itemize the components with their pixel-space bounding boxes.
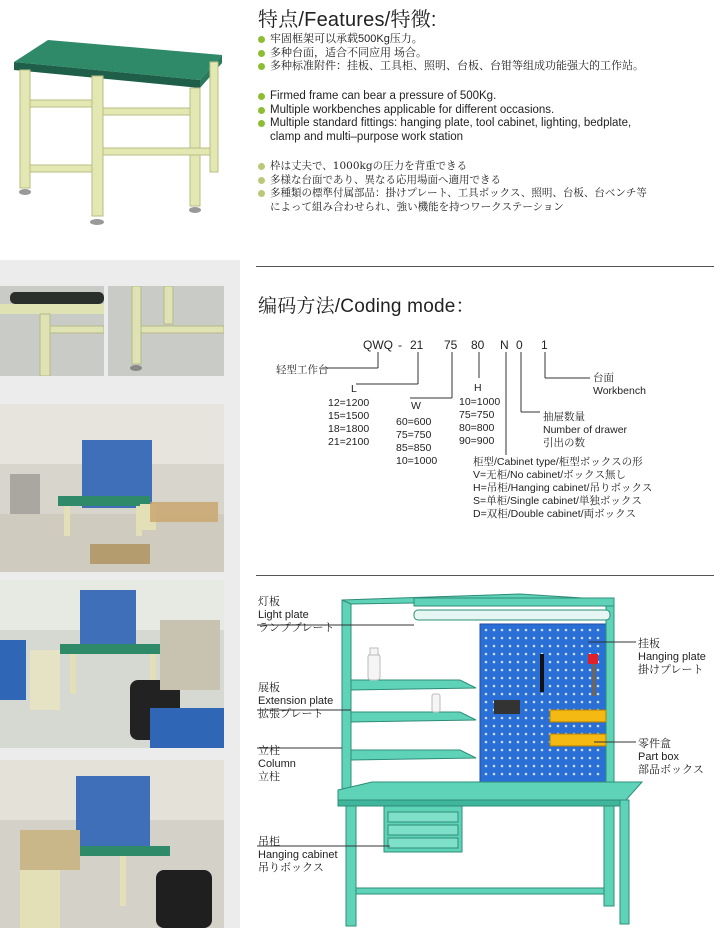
feature-en-line: clamp and multi–purpose work station bbox=[270, 130, 464, 143]
extension-plate-label bbox=[258, 682, 333, 721]
hanging-cabinet-jp: 吊りボックス bbox=[258, 862, 324, 874]
hanging-cabinet-en: Hanging cabinet bbox=[258, 849, 338, 861]
hanging-plate-label bbox=[638, 638, 706, 677]
cabinet-option: S=单柜/Single cabinet/単独ボックス bbox=[473, 495, 642, 507]
drawer-en: Number of drawer bbox=[543, 424, 628, 436]
length-value: 18=1800 bbox=[328, 423, 370, 435]
workbench-en: Workbench bbox=[593, 385, 646, 397]
hanging-plate-cn: 挂板 bbox=[638, 638, 660, 650]
part-box-jp: 部品ボックス bbox=[638, 764, 704, 776]
hanging-cabinet-label bbox=[258, 836, 338, 875]
feature-jp-item: 多様な台面であり、異なる応用場面へ適用できる bbox=[258, 174, 708, 188]
length-value: 15=1500 bbox=[328, 410, 370, 422]
hanging-plate-jp: 掛けプレート bbox=[638, 664, 704, 676]
features-title: 特点/Features/特徴: bbox=[258, 9, 437, 31]
column-label bbox=[258, 745, 296, 784]
feature-en-line: Multiple standard fittings: hanging plate, tool cabinet, lighting, bedplate, bbox=[270, 117, 632, 129]
height-value: 90=900 bbox=[459, 435, 495, 447]
height-value: 10=1000 bbox=[459, 396, 501, 408]
code-part-drawer: 0 bbox=[516, 338, 523, 352]
code-part-dash: - bbox=[398, 338, 402, 352]
width-value: 60=600 bbox=[396, 416, 432, 428]
hanging-cabinet-cn: 吊柜 bbox=[258, 836, 280, 848]
width-value: 85=850 bbox=[396, 442, 432, 454]
code-part-width: 75 bbox=[444, 338, 458, 352]
code-part-cabinet: N bbox=[500, 338, 509, 352]
length-head: L bbox=[351, 383, 357, 395]
hanging-plate-en: Hanging plate bbox=[638, 651, 706, 663]
feature-en-item: Multiple workbenches applicable for different occasions. bbox=[258, 104, 708, 118]
width-value: 75=750 bbox=[396, 429, 432, 441]
part-box-en: Part box bbox=[638, 751, 679, 763]
feature-cn-item: 多种台面，适合不同应用 场合。 bbox=[258, 47, 708, 61]
height-value: 75=750 bbox=[459, 409, 495, 421]
coding-title: 编码方法/Coding mode： bbox=[258, 296, 475, 317]
cabinet-head: 柜型/Cabinet type/柜型ボックスの形 bbox=[473, 456, 643, 468]
column-cn: 立柱 bbox=[258, 745, 280, 757]
light-plate-label bbox=[258, 596, 335, 635]
light-bench-label: 轻型工作台 bbox=[276, 364, 329, 376]
column-en: Column bbox=[258, 758, 296, 770]
length-value: 21=2100 bbox=[328, 436, 370, 448]
feature-cn-item: 多种标准附件：挂板、工具柜、照明、台板、台钳等组成功能强大的工作站。 bbox=[258, 60, 708, 74]
length-value: 12=1200 bbox=[328, 397, 370, 409]
height-value: 80=800 bbox=[459, 422, 495, 434]
drawer-cn: 抽屉数量 bbox=[543, 411, 585, 423]
feature-jp-line: 多種類の標準付属部品：掛けプレート、工具ボックス、照明、台板、台ベンチ等 bbox=[270, 187, 647, 199]
feature-en-item: Firmed frame can bear a pressure of 500Kg. bbox=[258, 90, 708, 104]
cabinet-option: H=吊柜/Hanging cabinet/吊りボックス bbox=[473, 482, 653, 494]
extension-plate-jp: 拡張プレート bbox=[258, 708, 324, 720]
extension-plate-en: Extension plate bbox=[258, 695, 334, 707]
workbench-cn: 台面 bbox=[593, 372, 614, 384]
width-value: 10=1000 bbox=[396, 455, 438, 467]
cabinet-option: D=双柜/Double cabinet/両ボックス bbox=[473, 508, 636, 520]
width-head: W bbox=[411, 400, 421, 412]
code-part-workbench: 1 bbox=[541, 338, 548, 352]
light-plate-en: Light plate bbox=[258, 609, 309, 621]
column-jp: 立柱 bbox=[258, 771, 280, 783]
feature-cn-item: 牢固框架可以承载500Kg压力。 bbox=[258, 33, 708, 47]
height-head: H bbox=[474, 382, 482, 394]
cabinet-option: V=无柜/No cabinet/ボックス無し bbox=[473, 469, 627, 481]
light-plate-jp: ランプブレート bbox=[258, 622, 335, 634]
code-part-height: 80 bbox=[471, 338, 485, 352]
feature-jp-item: 枠は丈夫で、1000kgの圧力を背重できる bbox=[258, 160, 708, 174]
extension-plate-cn: 展板 bbox=[258, 682, 280, 694]
feature-jp-line: によって組み合わせられ、強い機能を持つワークステーション bbox=[270, 200, 564, 213]
light-plate-cn: 灯板 bbox=[258, 596, 280, 608]
part-box-cn: 零件盒 bbox=[638, 738, 671, 750]
drawer-jp: 引出の数 bbox=[543, 437, 585, 449]
code-part-length: 21 bbox=[410, 338, 424, 352]
part-box-label bbox=[638, 738, 704, 777]
code-part-prefix: QWQ bbox=[363, 338, 393, 352]
